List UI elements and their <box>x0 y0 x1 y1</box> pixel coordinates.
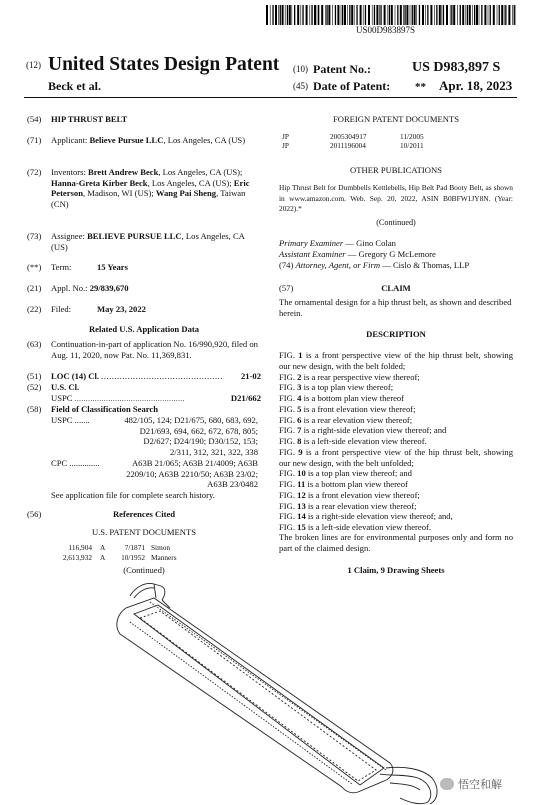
barcode-bar <box>442 5 443 25</box>
barcode-bar <box>280 5 281 25</box>
watermark-text: 悟空和解 <box>458 778 502 791</box>
fig-text: is a left-side elevation view thereof. <box>305 522 432 532</box>
claim-text: The ornamental design for a hip thrust belt, as shown and described herein. <box>279 297 512 318</box>
other-pubs-heading: OTHER PUBLICATIONS <box>350 165 442 175</box>
cpc-line: A63B 21/065; A63B 21/4009; A63B <box>131 458 258 468</box>
barcode-bar <box>481 5 482 25</box>
figure-description <box>279 447 513 469</box>
fig-text: is a top plan view thereof; <box>301 382 394 393</box>
fig-prefix: FIG. <box>279 479 298 489</box>
barcode-bar <box>372 5 373 25</box>
us-patent-docs-heading: U.S. PATENT DOCUMENTS <box>91 527 197 537</box>
inventor-location: , <box>82 188 86 199</box>
figure-description <box>279 501 513 512</box>
barcode-bar <box>289 5 291 25</box>
patent-date: Apr. 18, 2023 <box>439 78 513 93</box>
barcode-bar <box>484 5 486 25</box>
appl-label: Appl. No.: <box>51 283 88 293</box>
term-label: Term: <box>51 262 72 272</box>
inventor-name: Eric Peterson <box>51 177 250 199</box>
barcode-bar <box>337 5 339 25</box>
inventor-location: , <box>216 188 219 199</box>
other-continued: (Continued) <box>376 218 416 227</box>
hip-thrust-belt-drawing <box>90 578 450 805</box>
barcode <box>266 5 516 25</box>
assistant-label: Assistant Examiner <box>279 249 346 259</box>
assistant-name: — Gregory G McLemore <box>345 249 436 259</box>
barcode-bar <box>443 5 444 25</box>
barcode-bar <box>332 5 333 25</box>
ref-kind: A <box>100 543 106 552</box>
ref-name: Simon <box>151 543 171 552</box>
figure-description <box>279 511 513 522</box>
barcode-bar <box>404 5 405 25</box>
barcode-bar <box>285 5 286 25</box>
uspc-label: USPC <box>51 393 73 403</box>
date-stars: ** <box>415 81 426 93</box>
barcode-bar <box>412 5 413 25</box>
fig-number: 5 <box>297 403 302 414</box>
barcode-bar <box>376 5 378 25</box>
barcode-bar <box>439 5 441 25</box>
invention-title: HIP THRUST BELT <box>51 114 128 124</box>
code-54: (54) <box>27 114 42 124</box>
foreign-country: JP <box>282 141 289 150</box>
inventor-location: (US); <box>223 167 243 177</box>
see-application: See application file for complete search history. <box>51 490 215 500</box>
barcode-bar <box>342 5 343 25</box>
uspc-line: D2/627; D24/190; D30/152, 153; <box>143 436 258 447</box>
barcode-bar <box>302 5 303 25</box>
broken-lines-note: The broken lines are for environmental purposes only and form no part of the claimed design. <box>279 532 513 553</box>
barcode-bar <box>422 5 424 25</box>
fig-text: is a right-side elevation view thereof; and, <box>305 511 453 522</box>
fig-number: 12 <box>297 489 306 500</box>
fig-number: 10 <box>297 468 306 479</box>
references-heading: References Cited <box>112 509 176 519</box>
fig-number: 14 <box>297 511 306 522</box>
fig-text: is a bottom plan view thereof <box>301 393 405 403</box>
uspc-line: 2/311, 312, 321, 322, 338 <box>169 447 258 458</box>
barcode-bar <box>294 5 295 25</box>
barcode-bar <box>416 5 417 25</box>
barcode-bar <box>501 5 503 25</box>
refs-continued: (Continued) <box>123 565 165 575</box>
applicant-name: Believe Pursue LLC <box>89 135 164 145</box>
foreign-date: 10/2011 <box>400 141 424 150</box>
fig-text: is a rear elevation view thereof; <box>305 500 417 511</box>
uspc-value: D21/662 <box>230 393 261 403</box>
barcode-bar <box>469 5 471 25</box>
code-58: (58) <box>27 404 42 414</box>
barcode-bar <box>388 5 389 25</box>
fig-prefix: FIG. <box>279 393 298 403</box>
code-10: (10) <box>293 64 308 74</box>
fig-text: is a bottom plan view thereof <box>305 479 408 489</box>
barcode-bar <box>504 5 505 25</box>
patent-type-title: United States Design Patent <box>48 54 280 75</box>
barcode-bar <box>270 5 271 25</box>
fig-prefix: FIG. <box>279 468 298 479</box>
fig-number: 6 <box>297 414 302 425</box>
attorney <box>279 260 513 271</box>
fig-text: is a rear perspective view thereof; <box>301 371 420 382</box>
barcode-bar <box>344 5 346 25</box>
fig-prefix: FIG. <box>279 446 299 457</box>
barcode-bar <box>349 5 350 25</box>
barcode-bar <box>406 5 408 25</box>
appl-value: 29/839,670 <box>89 283 129 293</box>
figure-description <box>279 425 513 436</box>
barcode-bar <box>427 5 428 25</box>
barcode-bar <box>505 5 506 25</box>
uspc-line: D21/693, 694, 662, 672, 678, 805; <box>139 425 258 436</box>
barcode-bar <box>354 5 355 25</box>
inventors <box>51 167 261 210</box>
field-cpc-label: CPC <box>51 458 68 468</box>
applicant-label: Applicant: <box>51 135 88 145</box>
inventor-location: Taiwan (CN) <box>51 188 246 210</box>
fig-prefix: FIG. <box>279 511 298 522</box>
barcode-bar <box>356 5 357 25</box>
continuation-text: Continuation-in-part of application No. 16/990,920, filed on Aug. 11, 2020, now Pat. No. 11,369,831. <box>51 339 258 360</box>
filed-label: Filed: <box>51 304 72 314</box>
figure-description <box>279 479 513 490</box>
barcode-bar <box>318 5 319 25</box>
inventor-short: Beck et al. <box>48 79 101 93</box>
ref-date: 7/1871 <box>124 543 145 552</box>
fig-number: 4 <box>297 393 302 403</box>
barcode-bar <box>395 5 396 25</box>
uspc-line: 482/105, 124; D21/675, 680, 683, 692, <box>124 415 258 425</box>
chat-icon <box>440 778 454 790</box>
barcode-bar <box>297 5 299 25</box>
assistant-examiner <box>279 249 513 260</box>
barcode-bar <box>391 5 393 25</box>
barcode-bar <box>403 5 404 25</box>
header-rule <box>24 97 517 98</box>
top-strap-outline <box>130 584 165 601</box>
figure-description <box>279 415 513 426</box>
end-loop-outline <box>380 774 431 804</box>
barcode-bar <box>488 5 489 25</box>
field-uspc-label: USPC <box>51 415 73 425</box>
primary-examiner <box>279 238 513 249</box>
fig-number: 1 <box>298 350 303 360</box>
fig-prefix: FIG. <box>279 371 298 382</box>
fig-text: is a front perspective view of the hip thrust belt, showing our new design, with the belt unfolded; <box>279 446 513 468</box>
term-value: 15 Years <box>97 262 128 272</box>
attorney-label: Attorney, Agent, or Firm <box>295 260 381 270</box>
barcode-bar <box>379 5 380 25</box>
ref-num: 116,904 <box>68 543 92 552</box>
attorney-code: (74) <box>279 260 294 270</box>
fig-text: is a top plan view thereof; and <box>305 468 412 479</box>
inventor-name: Hanna-Greta Kirber Beck <box>51 177 148 188</box>
loc-value: 21-02 <box>240 371 261 381</box>
description-heading: DESCRIPTION <box>366 329 426 339</box>
figure-description <box>279 393 513 404</box>
barcode-bar <box>321 5 323 25</box>
code-52: (52) <box>27 382 42 392</box>
barcode-bar <box>310 5 311 25</box>
ref-kind: A <box>100 553 106 562</box>
belt-pad-outline <box>117 598 393 793</box>
inventors-label: Inventors: <box>51 167 86 177</box>
figure-description <box>279 372 513 383</box>
barcode-bar <box>430 5 432 25</box>
fig-prefix: FIG. <box>279 425 298 436</box>
field-cpc-dots: .............. <box>69 458 100 468</box>
barcode-bar <box>380 5 381 25</box>
barcode-bar <box>419 5 420 25</box>
code-71: (71) <box>27 135 42 145</box>
barcode-bar <box>472 5 473 25</box>
barcode-bar <box>306 5 308 25</box>
fig-prefix: FIG. <box>279 436 298 446</box>
assignee-name: BELIEVE PURSUE LLC <box>87 231 182 241</box>
loc-dots: .............................................. <box>101 371 223 381</box>
barcode-bar <box>374 5 375 25</box>
cpc-line: A63B 23/0482 <box>207 479 258 490</box>
field-cpc-lines <box>100 458 258 490</box>
barcode-bar <box>325 5 326 25</box>
ref-num: 2,613,932 <box>62 553 92 562</box>
barcode-bar <box>490 5 491 25</box>
barcode-bar <box>410 5 411 25</box>
barcode-bar <box>457 5 458 25</box>
code-73: (73) <box>27 231 42 241</box>
barcode-bar <box>341 5 342 25</box>
barcode-bar <box>397 5 398 25</box>
figure-description <box>279 436 513 447</box>
watermark <box>440 776 530 796</box>
inventor-name: Brett Andrew Beck <box>88 167 159 177</box>
code-45: (45) <box>293 81 308 91</box>
fig-text: is a front elevation view thereof; <box>301 403 416 414</box>
us-cl-label: U.S. Cl. <box>51 382 80 392</box>
fig-number: 9 <box>298 446 303 457</box>
uspc-dots: ................................................. <box>74 395 185 403</box>
barcode-bar <box>497 5 498 25</box>
figure-description <box>279 350 513 372</box>
fig-text: is a right-side elevation view thereof; and <box>301 425 447 436</box>
barcode-bar <box>460 5 461 25</box>
barcode-bar <box>272 5 273 25</box>
barcode-bar <box>400 5 402 25</box>
barcode-bar <box>450 5 451 25</box>
applicant <box>51 135 261 146</box>
uspc-row <box>51 393 261 405</box>
figure-description <box>279 468 513 479</box>
barcode-bar <box>301 5 302 25</box>
barcode-bar <box>514 5 515 25</box>
barcode-bar <box>512 5 513 25</box>
barcode-bar <box>453 5 455 25</box>
figure-description <box>279 382 513 393</box>
fig-prefix: FIG. <box>279 489 298 500</box>
code-51: (51) <box>27 371 42 381</box>
barcode-bar <box>278 5 279 25</box>
foreign-country: JP <box>282 132 289 141</box>
field-uspc-lines <box>100 415 258 458</box>
filed-value: May 23, 2022 <box>97 304 146 314</box>
fig-prefix: FIG. <box>279 382 298 393</box>
barcode-bar <box>499 5 500 25</box>
patent-no: US D983,897 S <box>412 60 501 75</box>
barcode-bar <box>360 5 362 25</box>
code-22: (22) <box>27 304 42 314</box>
fig-prefix: FIG. <box>279 414 298 425</box>
field-search-label: Field of Classification Search <box>51 404 159 414</box>
inventor-location: Angeles, CA (US); <box>166 177 234 188</box>
fig-text: is a left-side elevation view thereof. <box>301 436 427 446</box>
barcode-bar <box>292 5 293 25</box>
barcode-bar <box>451 5 452 25</box>
fig-number: 8 <box>297 436 302 446</box>
foreign-num: 2011196004 <box>330 141 366 150</box>
barcode-bar <box>326 5 327 25</box>
barcode-bar <box>436 5 437 25</box>
inventor-location: , Los Angeles, CA <box>158 167 222 177</box>
barcode-bar <box>365 5 366 25</box>
code-12: (12) <box>26 60 41 70</box>
fig-text: is a front perspective view of the hip thrust belt, showing our new design, with the belt folded; <box>279 350 513 371</box>
barcode-bar <box>479 5 480 25</box>
barcode-bar <box>434 5 435 25</box>
claims-sheets: 1 Claim, 9 Drawing Sheets <box>347 565 445 575</box>
barcode-bar <box>368 5 370 25</box>
barcode-bar <box>467 5 468 25</box>
fig-prefix: FIG. <box>279 403 298 414</box>
appl-no <box>51 283 261 294</box>
barcode-bar <box>476 5 478 25</box>
barcode-bar <box>384 5 386 25</box>
fig-prefix: FIG. <box>279 350 299 360</box>
barcode-bar <box>446 5 448 25</box>
inventor-location: , Los <box>147 177 165 188</box>
filed <box>51 304 261 315</box>
barcode-bar <box>347 5 348 25</box>
assignee-location: , Los Angeles, CA (US) <box>51 231 245 252</box>
foreign-num: 2005304917 <box>330 132 367 141</box>
primary-label: Primary Examiner <box>279 238 344 248</box>
barcode-bar <box>266 5 268 25</box>
fig-number: 11 <box>297 479 306 489</box>
claim-heading: CLAIM <box>381 283 411 293</box>
barcode-bar <box>474 5 475 25</box>
inventor-location: Madison, WI (US); <box>87 188 156 199</box>
barcode-number: US00D983897S <box>356 25 416 35</box>
barcode-bar <box>389 5 390 25</box>
loc-label: LOC (14) Cl. <box>51 371 99 381</box>
figure-description <box>279 490 513 501</box>
ref-name: Manners <box>151 553 177 562</box>
code-21: (21) <box>27 283 42 293</box>
foreign-date: 11/2005 <box>400 132 424 141</box>
barcode-bar <box>466 5 467 25</box>
barcode-bar <box>314 5 316 25</box>
barcode-bar <box>328 5 330 25</box>
fig-number: 3 <box>297 382 302 393</box>
code-72: (72) <box>27 167 42 177</box>
fig-number: 15 <box>297 522 306 532</box>
barcode-bar <box>363 5 364 25</box>
barcode-bar <box>425 5 426 25</box>
ref-date: 10/1952 <box>121 553 145 562</box>
date-label: Date of Patent: <box>313 79 391 93</box>
fig-number: 13 <box>297 500 306 511</box>
field-uspc-dots: ....... <box>74 415 90 425</box>
patent-no-label: Patent No.: <box>313 62 371 76</box>
fig-prefix: FIG. <box>279 500 298 511</box>
primary-name: — Gino Colan <box>343 238 396 248</box>
barcode-bar <box>493 5 495 25</box>
figure-description <box>279 404 513 415</box>
barcode-bar <box>335 5 336 25</box>
barcode-bar <box>287 5 288 25</box>
loc-class <box>51 371 261 382</box>
inventor-name: Wang Pai Sheng <box>155 188 217 199</box>
barcode-bar <box>317 5 318 25</box>
attorney-name: — Cislo & Thomas, LLP <box>380 260 470 270</box>
term <box>51 262 261 273</box>
assignee <box>51 231 261 252</box>
figure-list <box>279 350 513 533</box>
code-63: (63) <box>27 339 42 349</box>
related-heading: Related U.S. Application Data <box>88 324 200 334</box>
fig-number: 7 <box>297 425 302 436</box>
barcode-bar <box>414 5 416 25</box>
fig-prefix: FIG. <box>279 522 298 532</box>
barcode-bar <box>311 5 312 25</box>
barcode-bar <box>351 5 353 25</box>
other-pubs-text: Hip Thrust Belt for Dumbbells Kettlebells, Hip Belt Pad Booty Belt, as shown in www.amazon.com. Web. Sep. 20, 2022, ASIN B0BFW1JY8N. (Year: 2022).* <box>279 183 513 213</box>
code-term: (**) <box>27 262 42 272</box>
assignee-label: Assignee: <box>51 231 85 241</box>
fig-number: 2 <box>297 371 302 382</box>
barcode-bar <box>275 5 277 25</box>
cpc-line: 2209/10; A63B 2210/50; A63B 23/02; <box>126 468 258 479</box>
applicant-location: , Los Angeles, CA (US) <box>163 135 246 145</box>
code-56: (56) <box>27 509 42 519</box>
fig-text: is a front elevation view thereof; <box>305 489 420 500</box>
fig-text: is a rear elevation view thereof; <box>301 414 413 425</box>
barcode-bar <box>282 5 284 25</box>
barcode-bar <box>508 5 510 25</box>
foreign-heading: FOREIGN PATENT DOCUMENTS <box>332 114 460 124</box>
barcode-bar <box>462 5 464 25</box>
code-57: (57) <box>279 283 294 293</box>
